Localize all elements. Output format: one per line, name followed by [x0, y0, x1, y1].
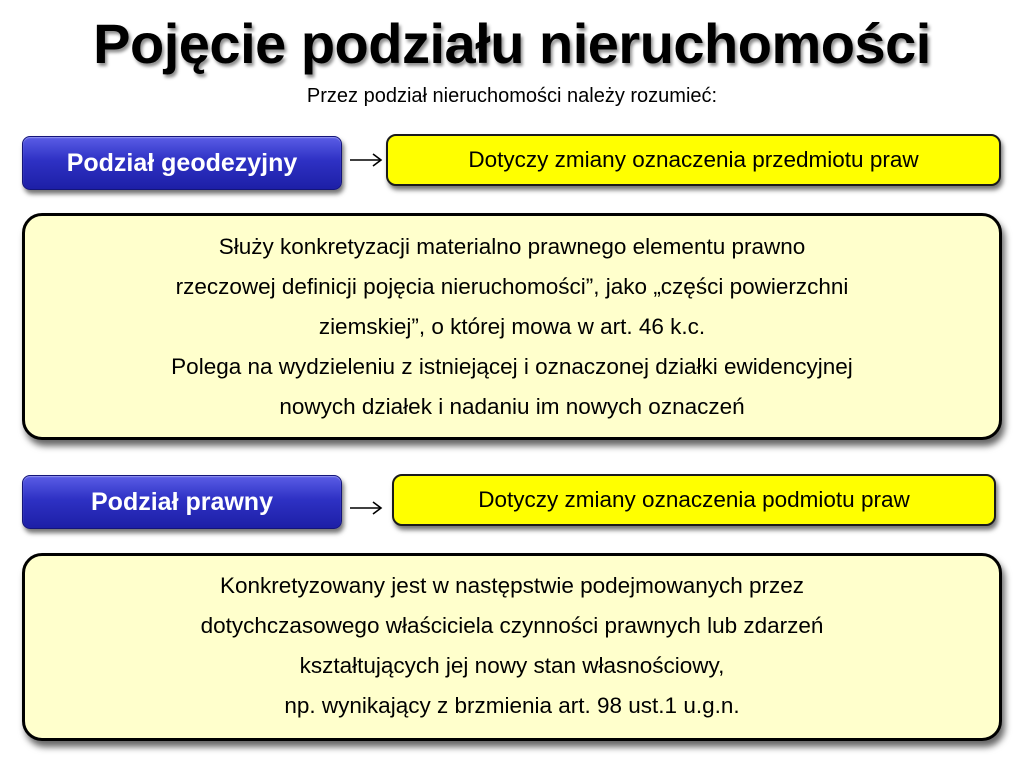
description-line: nowych działek i nadaniu im nowych oznaczeń [279, 394, 745, 419]
description-line: kształtujących jej nowy stan własnościowy, [299, 653, 725, 678]
right-arrow-icon [349, 500, 383, 516]
description-line: Polega na wydzieleniu z istniejącej i oznaczonej działki ewidencyjnej [171, 354, 853, 379]
description-line: dotychczasowego właściciela czynności prawnych lub zdarzeń [200, 613, 824, 638]
slide-title: Pojęcie podziału nieruchomości [93, 12, 931, 75]
right-arrow-icon [349, 152, 383, 168]
slide-subtitle: Przez podział nieruchomości należy rozumieć: [306, 85, 718, 107]
description-line: Służy konkretyzacji materialno prawnego elementu prawno [218, 234, 806, 259]
description-line: rzeczowej definicji pojęcia nieruchomości”, jako „części powierzchni [175, 274, 849, 299]
geodetic-division-description [22, 213, 1002, 440]
geodetic-division-label: Podział geodezyjny [22, 136, 342, 190]
geodetic-division-summary: Dotyczy zmiany oznaczenia przedmiotu praw [386, 134, 1001, 186]
legal-division-description [22, 553, 1002, 741]
description-line: ziemskiej”, o której mowa w art. 46 k.c. [318, 314, 706, 339]
legal-division-summary: Dotyczy zmiany oznaczenia podmiotu praw [392, 474, 996, 526]
description-line: Konkretyzowany jest w następstwie podejmowanych przez [219, 573, 805, 598]
legal-division-label: Podział prawny [22, 475, 342, 529]
description-line: np. wynikający z brzmienia art. 98 ust.1 u.g.n. [284, 693, 740, 718]
